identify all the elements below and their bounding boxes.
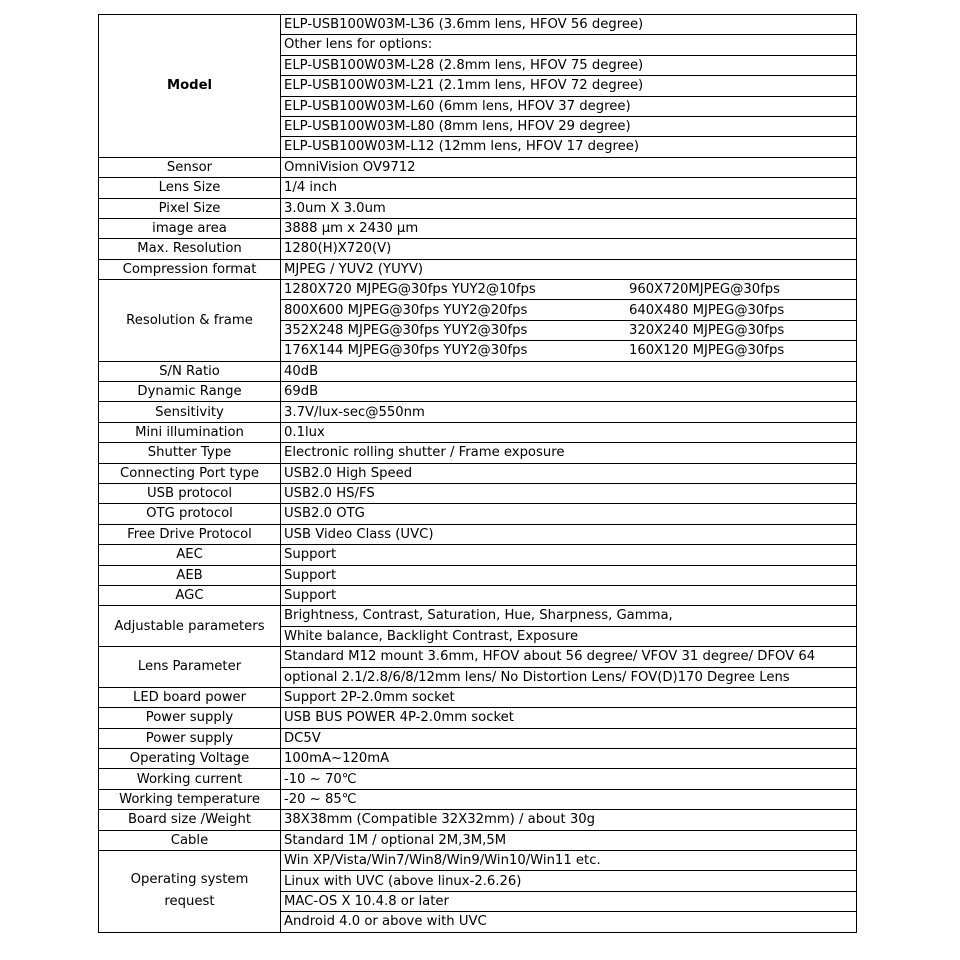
resolution-primary: 352X248 MJPEG@30fps YUY2@30fps — [284, 322, 528, 338]
spec-value: Support — [281, 585, 857, 605]
spec-row — [99, 789, 857, 809]
resolution-row — [99, 280, 857, 300]
spec-value: -10 ~ 70℃ — [281, 769, 857, 789]
spec-value: 1280(H)X720(V) — [281, 239, 857, 259]
resolution-value — [281, 320, 857, 340]
spec-row — [99, 443, 857, 463]
spec-row — [99, 728, 857, 748]
spec-row — [99, 687, 857, 707]
spec-value: USB Video Class (UVC) — [281, 524, 857, 544]
os-value: MAC-OS X 10.4.8 or later — [281, 891, 857, 911]
spec-row — [99, 382, 857, 402]
spec-label: S/N Ratio — [99, 361, 281, 381]
os-value: Win XP/Vista/Win7/Win8/Win9/Win10/Win11 etc. — [281, 851, 857, 871]
resolution-primary: 800X600 MJPEG@30fps YUY2@20fps — [284, 302, 528, 318]
spec-label: AEC — [99, 545, 281, 565]
spec-value: 1/4 inch — [281, 178, 857, 198]
resolution-value — [281, 280, 857, 300]
adjustable-label: Adjustable parameters — [99, 606, 281, 647]
spec-label: Working temperature — [99, 789, 281, 809]
spec-value: USB2.0 OTG — [281, 504, 857, 524]
model-value: ELP-USB100W03M-L28 (2.8mm lens, HFOV 75 degree) — [281, 55, 857, 75]
spec-row — [99, 524, 857, 544]
spec-label: Working current — [99, 769, 281, 789]
resolution-value — [281, 341, 857, 361]
spec-value: USB2.0 HS/FS — [281, 483, 857, 503]
spec-label: Cable — [99, 830, 281, 850]
adjustable-value: Brightness, Contrast, Saturation, Hue, Sharpness, Gamma, — [281, 606, 857, 626]
spec-label: USB protocol — [99, 483, 281, 503]
spec-label: image area — [99, 218, 281, 238]
resolution-value — [281, 300, 857, 320]
spec-label: Operating Voltage — [99, 749, 281, 769]
resolution-secondary: 960X720MJPEG@30fps — [629, 282, 780, 298]
adjustable-value: White balance, Backlight Contrast, Exposure — [281, 626, 857, 646]
model-value: ELP-USB100W03M-L60 (6mm lens, HFOV 37 degree) — [281, 96, 857, 116]
spec-value: 100mA~120mA — [281, 749, 857, 769]
spec-value: 3.0um X 3.0um — [281, 198, 857, 218]
model-value: ELP-USB100W03M-L21 (2.1mm lens, HFOV 72 degree) — [281, 76, 857, 96]
model-label: Model — [99, 15, 281, 158]
spec-value: Support — [281, 545, 857, 565]
spec-value: USB BUS POWER 4P-2.0mm socket — [281, 708, 857, 728]
spec-row — [99, 239, 857, 259]
spec-value: 69dB — [281, 382, 857, 402]
spec-value: 40dB — [281, 361, 857, 381]
spec-value: 0.1lux — [281, 422, 857, 442]
spec-row — [99, 259, 857, 279]
spec-row — [99, 157, 857, 177]
os-label-line1: Operating system — [130, 872, 249, 888]
spec-row — [99, 749, 857, 769]
spec-row — [99, 361, 857, 381]
spec-label: Power supply — [99, 728, 281, 748]
spec-label: Board size /Weight — [99, 810, 281, 830]
spec-label: OTG protocol — [99, 504, 281, 524]
spec-row — [99, 422, 857, 442]
spec-label: Max. Resolution — [99, 239, 281, 259]
spec-table — [98, 14, 857, 933]
spec-value: Electronic rolling shutter / Frame exposure — [281, 443, 857, 463]
os-label-line2: request — [164, 894, 215, 910]
os-value: Android 4.0 or above with UVC — [281, 912, 857, 932]
spec-label: Shutter Type — [99, 443, 281, 463]
model-row — [99, 15, 857, 35]
spec-row — [99, 769, 857, 789]
resolution-primary: 176X144 MJPEG@30fps YUY2@30fps — [284, 343, 528, 359]
spec-row — [99, 708, 857, 728]
spec-label: Connecting Port type — [99, 463, 281, 483]
spec-label: Free Drive Protocol — [99, 524, 281, 544]
lens-param-value: Standard M12 mount 3.6mm, HFOV about 56 degree/ VFOV 31 degree/ DFOV 64 — [281, 647, 857, 667]
spec-value: Standard 1M / optional 2M,3M,5M — [281, 830, 857, 850]
spec-value: OmniVision OV9712 — [281, 157, 857, 177]
spec-value: Support — [281, 565, 857, 585]
spec-row — [99, 178, 857, 198]
spec-label: Pixel Size — [99, 198, 281, 218]
spec-row — [99, 463, 857, 483]
spec-value: DC5V — [281, 728, 857, 748]
resolution-secondary: 160X120 MJPEG@30fps — [629, 343, 785, 359]
spec-label: LED board power — [99, 687, 281, 707]
os-label-text — [131, 869, 249, 913]
model-value: Other lens for options: — [281, 35, 857, 55]
spec-value: -20 ~ 85℃ — [281, 789, 857, 809]
os-row — [99, 851, 857, 871]
spec-value: 3888 µm x 2430 µm — [281, 218, 857, 238]
spec-value: Support 2P-2.0mm socket — [281, 687, 857, 707]
spec-table-body — [99, 15, 857, 933]
spec-value: USB2.0 High Speed — [281, 463, 857, 483]
os-label — [99, 851, 281, 933]
lens-param-label: Lens Parameter — [99, 647, 281, 688]
resolution-secondary: 320X240 MJPEG@30fps — [629, 322, 785, 338]
model-value: ELP-USB100W03M-L36 (3.6mm lens, HFOV 56 degree) — [281, 15, 857, 35]
resolution-secondary: 640X480 MJPEG@30fps — [629, 302, 785, 318]
spec-label: AGC — [99, 585, 281, 605]
resolution-label: Resolution & frame — [99, 280, 281, 362]
spec-value: MJPEG / YUV2 (YUYV) — [281, 259, 857, 279]
os-value: Linux with UVC (above linux-2.6.26) — [281, 871, 857, 891]
spec-label: AEB — [99, 565, 281, 585]
spec-row — [99, 483, 857, 503]
spec-label: Lens Size — [99, 178, 281, 198]
spec-label: Mini illumination — [99, 422, 281, 442]
spec-label: Power supply — [99, 708, 281, 728]
resolution-primary: 1280X720 MJPEG@30fps YUY2@10fps — [284, 282, 536, 298]
spec-label: Sensitivity — [99, 402, 281, 422]
spec-row — [99, 198, 857, 218]
spec-row — [99, 585, 857, 605]
adjustable-row — [99, 606, 857, 626]
model-value: ELP-USB100W03M-L80 (8mm lens, HFOV 29 degree) — [281, 116, 857, 136]
spec-row — [99, 565, 857, 585]
spec-value: 38X38mm (Compatible 32X32mm) / about 30g — [281, 810, 857, 830]
model-value: ELP-USB100W03M-L12 (12mm lens, HFOV 17 degree) — [281, 137, 857, 157]
spec-row — [99, 218, 857, 238]
spec-row — [99, 545, 857, 565]
lens-param-value: optional 2.1/2.8/6/8/12mm lens/ No Distortion Lens/ FOV(D)170 Degree Lens — [281, 667, 857, 687]
lens-param-row — [99, 647, 857, 667]
spec-label: Dynamic Range — [99, 382, 281, 402]
spec-label: Sensor — [99, 157, 281, 177]
spec-row — [99, 830, 857, 850]
spec-row — [99, 402, 857, 422]
spec-label: Compression format — [99, 259, 281, 279]
spec-row — [99, 504, 857, 524]
spec-value: 3.7V/lux-sec@550nm — [281, 402, 857, 422]
spec-row — [99, 810, 857, 830]
